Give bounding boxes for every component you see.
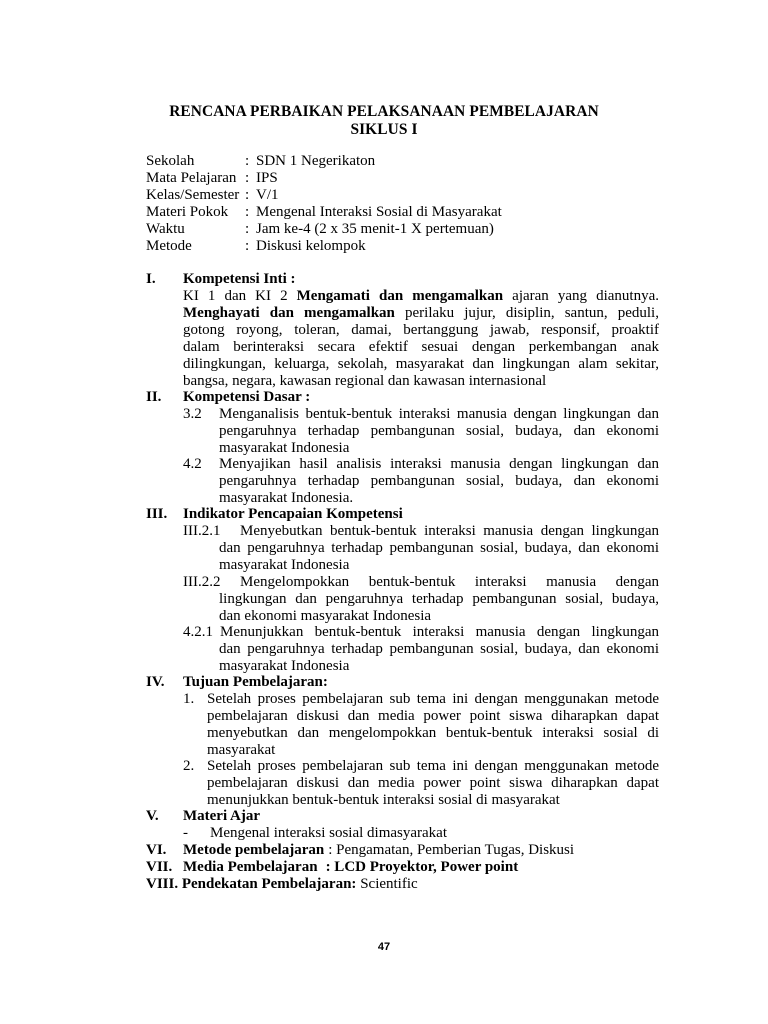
- identity-row: [146, 187, 666, 204]
- section-number: I.: [146, 271, 156, 287]
- identity-value: IPS: [256, 170, 278, 186]
- media-value: : LCD Proyektor, Power point: [325, 859, 519, 875]
- pendekatan-value: Scientific: [360, 876, 418, 892]
- identity-colon: :: [245, 204, 250, 220]
- tujuan-item-line: masyarakat: [207, 742, 276, 758]
- identity-label: Metode: [146, 238, 192, 254]
- tujuan-item-line: pembelajaran diskusi dan media power point siswa diharapkan dapat: [207, 775, 659, 791]
- ipk-item-line: Mengelompokkan bentuk-bentuk interaksi manusia dengan: [240, 574, 659, 590]
- tujuan-item-line: Setelah proses pembelajaran sub tema ini dengan menggunakan metode: [207, 758, 659, 774]
- ipk-item-line: dan pengaruhnya terhadap pembangunan sosial, budaya, dan ekonomi: [219, 540, 659, 556]
- ipk-item-number: III.2.2: [183, 574, 221, 590]
- kd-item-line: masyarakat Indonesia.: [219, 490, 354, 506]
- metode-line: [183, 842, 574, 859]
- document-subtitle: SIKLUS I: [350, 121, 418, 138]
- kd-item-line: masyarakat Indonesia: [219, 440, 350, 456]
- ipk-item-line: dan pengaruhnya terhadap pembangunan sosial, budaya, dan ekonomi: [219, 641, 659, 657]
- tujuan-item-number: 1.: [183, 691, 195, 707]
- tujuan-item-line: menunjukkan bentuk-bentuk interaksi sosial di masyarakat: [207, 792, 560, 808]
- identity-value: Mengenal Interaksi Sosial di Masyarakat: [256, 204, 502, 220]
- section-heading-materi: Materi Ajar: [183, 808, 261, 824]
- ki-line: dilingkungan, keluarga, sekolah, masyarakat dan lingkungan alam sekitar,: [183, 356, 659, 372]
- pendekatan-line: [146, 876, 418, 893]
- materi-item: Mengenal interaksi sosial dimasyarakat: [210, 825, 448, 841]
- section-number: VI.: [146, 842, 167, 858]
- section-number: VIII.: [146, 876, 179, 892]
- kd-item-line: pengaruhnya terhadap pembangunan sosial, budaya, dan ekonomi: [219, 473, 659, 489]
- kd-item-line: Menganalisis bentuk-bentuk interaksi manusia dengan lingkungan dan: [219, 406, 659, 422]
- tujuan-item-line: menyebutkan dan mengelompokkan bentuk-bentuk interaksi sosial di: [207, 725, 659, 741]
- ki-line: KI 1 dan KI 2 Mengamati dan mengamalkan ajaran yang dianutnya.: [183, 288, 659, 304]
- identity-table: [146, 153, 666, 255]
- ki-line: gotong royong, toleran, damai, bertanggung jawab, responsif, proaktif: [183, 322, 659, 338]
- materi-bullet: -: [183, 825, 188, 841]
- page-number: 47: [377, 941, 391, 953]
- ipk-item-line: dan ekonomi masyarakat Indonesia: [219, 608, 432, 624]
- identity-row: [146, 170, 666, 187]
- metode-value: : Pengamatan, Pemberian Tugas, Diskusi: [328, 842, 575, 858]
- identity-value: Jam ke-4 (2 x 35 menit-1 X pertemuan): [256, 221, 494, 237]
- section-number: V.: [146, 808, 159, 824]
- ki-line: bangsa, negara, kawasan regional dan kawasan internasional: [183, 373, 547, 389]
- identity-value: Diskusi kelompok: [256, 238, 366, 254]
- ipk-item-line: Menunjukkan bentuk-bentuk interaksi manusia dengan lingkungan: [220, 624, 659, 640]
- identity-colon: :: [245, 238, 250, 254]
- identity-label: Materi Pokok: [146, 204, 229, 220]
- ipk-item-line: masyarakat Indonesia: [219, 658, 350, 674]
- section-heading-media: Media Pembelajaran: [183, 859, 318, 875]
- ipk-item-line: masyarakat Indonesia: [219, 557, 350, 573]
- section-heading-indikator: Indikator Pencapaian Kompetensi: [183, 506, 403, 522]
- identity-value: SDN 1 Negerikaton: [256, 153, 376, 169]
- kd-item-number: 4.2: [183, 456, 202, 472]
- identity-row: [146, 238, 666, 255]
- ki-line: Menghayati dan mengamalkan perilaku jujur, disiplin, santun, peduli,: [183, 305, 659, 321]
- kd-item-line: Menyajikan hasil analisis interaksi manusia dengan lingkungan dan: [219, 456, 659, 472]
- ipk-item-line: Menyebutkan bentuk-bentuk interaksi manusia dengan lingkungan: [240, 523, 659, 539]
- identity-row: [146, 221, 666, 238]
- document-title: RENCANA PERBAIKAN PELAKSANAAN PEMBELAJARAN: [169, 103, 599, 120]
- ki-line: dalam berinteraksi secara efektif sesuai dengan perkembangan anak: [183, 339, 659, 355]
- section-heading-metode: Metode pembelajaran: [183, 842, 325, 858]
- kd-item-number: 3.2: [183, 406, 202, 422]
- identity-row: [146, 153, 666, 170]
- section-heading-kompetensi-inti: Kompetensi Inti :: [183, 271, 296, 287]
- tujuan-item-line: Setelah proses pembelajaran sub tema ini dengan menggunakan metode: [207, 691, 659, 707]
- section-heading-tujuan: Tujuan Pembelajaran:: [183, 674, 328, 690]
- section-heading-kompetensi-dasar: Kompetensi Dasar :: [183, 389, 311, 405]
- identity-row: [146, 204, 666, 221]
- media-line: [183, 859, 518, 876]
- ipk-item-number: III.2.1: [183, 523, 221, 539]
- identity-label: Kelas/Semester: [146, 187, 240, 203]
- section-number: VII.: [146, 859, 173, 875]
- identity-colon: :: [245, 153, 250, 169]
- ipk-item-number: 4.2.1: [183, 624, 213, 640]
- identity-colon: :: [245, 170, 250, 186]
- section-heading-pendekatan: Pendekatan Pembelajaran:: [181, 876, 357, 892]
- identity-colon: :: [245, 221, 250, 237]
- tujuan-item-number: 2.: [183, 758, 195, 774]
- section-number: IV.: [146, 674, 165, 690]
- identity-label: Waktu: [146, 221, 185, 237]
- section-number: III.: [146, 506, 168, 522]
- identity-label: Sekolah: [146, 153, 195, 169]
- section-number: II.: [146, 389, 162, 405]
- ipk-item-line: lingkungan dan pengaruhnya terhadap pembangunan sosial, budaya,: [219, 591, 659, 607]
- identity-colon: :: [245, 187, 250, 203]
- kd-item-line: pengaruhnya terhadap pembangunan sosial, budaya, dan ekonomi: [219, 423, 659, 439]
- identity-label: Mata Pelajaran: [146, 170, 237, 186]
- tujuan-item-line: pembelajaran diskusi dan media power point siswa diharapkan dapat: [207, 708, 659, 724]
- identity-value: V/1: [256, 187, 279, 203]
